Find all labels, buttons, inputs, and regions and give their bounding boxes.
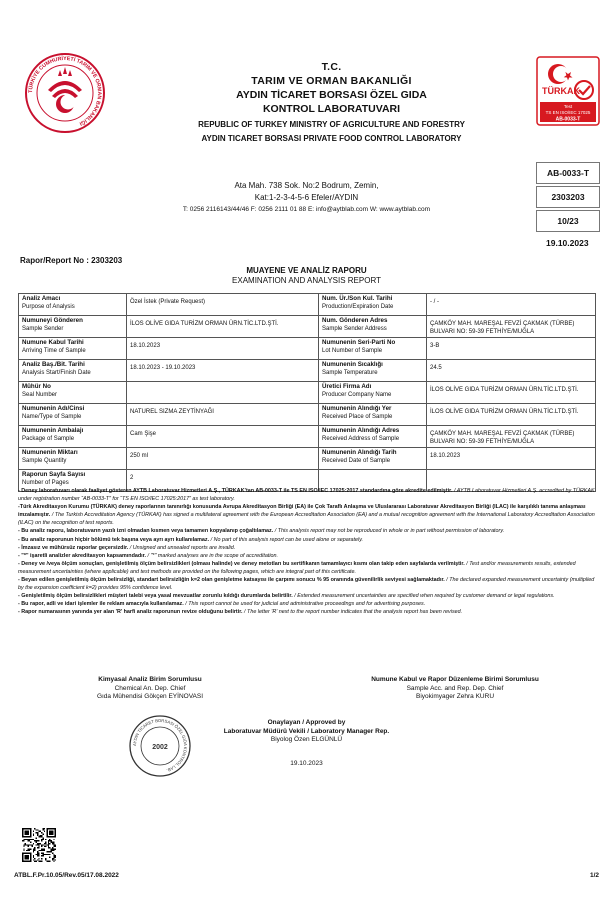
table-cell [19,316,127,338]
field-label: Numunenin Alındığı Tarih [322,449,397,456]
ministry-name-tr: TARIM VE ORMAN BAKANLIĞI [251,75,412,87]
qr-code [22,828,56,862]
approval-block [180,719,433,745]
note-item [18,487,595,503]
table-cell [319,316,427,338]
signature-right [330,676,580,702]
table-row [19,404,596,426]
field-label: Num. Ür./Son Kul. Tarihi [322,295,393,302]
turkak-text: TÜRKAK [542,86,580,96]
table-cell [427,382,596,404]
field-label-en: Sample Temperature [322,370,378,376]
approval-date: 19.10.2023 [290,760,323,767]
approved-name: Biyolog Özen ELGÜNLÜ [270,736,343,743]
stamp-ring-text: AYDIN TİCARET BORSASI ÖZEL GIDA KONTROL LAB. [131,717,189,774]
field-value: ÇAMKÖY MAH. MAREŞAL FEVZİ ÇAKMAK (TÜRBE) BULVARI NO: 59-39 FETHİYE/MUĞLA [430,321,575,335]
note-text-tr: - Deney ve /veya ölçüm sonuçları, genişletilmiş ölçüm belirsizlikleri (olması halinde) ve deney metotları bu sertifikanın tamamlayıcı kısmı olan takip eden sayfalarda verilmiştir. [18,560,465,567]
field-label: Numunenin Alındığı Yer [322,405,392,412]
field-label: Mühür No [22,383,51,390]
field-label: Numunenin Ambalajı [22,427,84,434]
field-value: 250 ml [130,453,149,459]
field-label-en: Sample Sender Address [322,326,387,332]
sig-right-title: Numune Kabul ve Rapor Düzenleme Birimi Sorumlusu [371,676,539,683]
note-text-en: / "*" marked analyses are in the scope of accreditation. [145,552,279,559]
field-value: Özel İstek (Private Request) [130,299,206,305]
field-label: Numunenin Alındığı Adres [322,427,400,434]
address-line-2: Kat:1-2-3-4-5-6 Efeler/AYDIN [254,193,359,202]
table-cell [319,426,427,448]
field-label-en: Arriving Time of Sample [22,348,86,354]
address-line-1: Ata Mah. 738 Sok. No:2 Bodrum, Zemin, [234,181,379,190]
field-label-en: Received Date of Sample [322,458,391,464]
table-cell [427,294,596,316]
table-row [19,316,596,338]
signature-left [40,676,260,702]
table-cell [19,360,127,382]
note-item [18,527,595,535]
note-text-en: / No part of this analysis report can be used alone or separately. [209,536,364,543]
note-text-en: / Test and/or measurements results, extended measurement uncertainties (where applicable) and test methods are provided on the following pages, which are integral part of this certificate. [18,560,576,575]
table-cell [127,316,319,338]
table-cell [319,448,427,470]
turkak-sub-2: TS EN ISO/IEC 17025 [545,110,591,115]
field-label-en: Package of Sample [22,436,75,442]
table-row [19,294,596,316]
turkak-code: AB-0033-T [555,116,581,123]
table-cell [127,404,319,426]
field-value: İLOS OLİVE GIDA TURİZM ORMAN ÜRN.TİC.LTD.ŞTİ. [430,387,579,393]
note-text-en: / This report cannot be used for judicial and administrative proceedings and for advertising purposes. [183,601,426,608]
field-value: İLOS OLİVE GIDA TURİZM ORMAN ÜRN.TİC.LTD.ŞTİ. [430,409,579,415]
field-label-en: Received Address of Sample [322,436,400,442]
note-item [18,560,595,576]
field-label: Üretici Firma Adı [322,383,372,390]
note-text-tr: - Beyan edilen genişletilmiş ölçüm belirsizliği, standart belirsizliğin k=2 olan genişletme katsayısı ile çarpımı sonucu % 95 oranında güvenilirlik seviyesi sağlamaktadır. [18,577,445,584]
form-code: ATBL.F.Pr.10.05/Rev.05/17.08.2022 [14,872,119,879]
table-cell [427,426,596,448]
table-cell [19,426,127,448]
note-text-en: / Unsigned and unsealed reports are invalid. [128,544,236,551]
field-label-en: Producer Company Name [322,392,392,398]
table-cell [427,316,596,338]
note-text-tr: - Bu analiz raporu, laboratuvarın yazılı izni olmadan kısmen veya tamamen kopyalanıp çoğaltılamaz. [18,528,274,535]
table-cell [19,404,127,426]
org-header [110,60,553,144]
ministry-name-en: REPUBLIC OF TURKEY MINISTRY OF AGRICULTURE AND FORESTRY [198,120,465,129]
field-value: 18.10.2023 [430,453,461,459]
field-label: Raporun Sayfa Sayısı [22,471,86,478]
field-value: - / - [430,299,439,305]
note-text-tr: - "*" işaretli analizler akreditasyon kapsamındadır. [18,552,146,559]
notes-block [18,487,595,617]
note-item [18,600,595,608]
table-cell [19,382,127,404]
table-cell [127,338,319,360]
table-cell [127,294,319,316]
table-cell [319,294,427,316]
field-value: 18.10.2023 [130,343,161,349]
tc-label: T.C. [321,61,342,73]
sample-info-table [18,293,596,492]
field-value: NATUREL SIZMA ZEYTİNYAĞI [130,409,214,415]
field-label-en: Purpose of Analysis [22,304,75,310]
sig-right-name: Biyokimyager Zehra KURU [415,693,495,700]
report-title [0,266,613,286]
table-cell [127,382,319,404]
table-row [19,448,596,470]
note-text-tr: -Türk Akreditasyon Kurumu (TÜRKAK) deney raporlarının tanınırlığı konusunda Avrupa Akreditasyon Birliği (EA) ile Çok Taraflı Anlaşma ve Uluslararası Laboratuvar Akreditasyon Birliği (ILAC) ile karşılıklı tanıma anlaşması imzalamıştır. [18,504,586,519]
note-text-tr: - Rapor numarasının yanında yer alan 'R' harfi analiz raporunun revize olduğunu belirtir. [18,609,243,616]
accreditation-box: AB-0033-T [536,162,600,184]
field-label: Analiz Amacı [22,295,61,302]
field-value: Cam Şişe [130,431,157,437]
note-item [18,608,595,616]
page-ratio-box: 10/23 [536,210,600,232]
field-label-en: Name/Type of Sample [22,414,82,420]
sig-left-title: Kimyasal Analiz Birim Sorumlusu [98,676,202,683]
table-cell [319,360,427,382]
table-cell [127,360,319,382]
note-text-en: / The letter 'R' next to the report number indicates that the analysis report has been revised. [242,609,463,616]
issue-date: 19.10.2023 [546,238,589,248]
field-value: İLOS OLİVE GIDA TURİZM ORMAN ÜRN.TİC.LTD.ŞTİ. [130,321,279,327]
note-text-tr: - Deney laboratuvarı olarak faaliyet gösteren AYTB Laboratuvar Hizmetleri A.Ş., TÜRKAK’tan AB-0033-T ile TS EN ISO/IEC 17025:2017 standardına göre akredite edilmiştir. [18,488,453,494]
table-cell [19,294,127,316]
note-item [18,592,595,600]
sig-right-role: Sample Acc. and Rep. Dep. Chief [406,684,504,692]
field-value: 3-B [430,343,440,349]
note-item [18,536,595,544]
field-label: Numunenin Seri-Parti No [322,339,396,346]
note-text-tr: - İmzasız ve mühürsüz raporlar geçersizdir. [18,544,129,551]
table-cell [319,382,427,404]
note-text-tr: - Bu analiz raporunun hiçbir bölümü tek başına veya ayrı ayrı kullanılamaz. [18,536,210,543]
sig-left-role: Chemical An. Dep. Chief [114,684,186,692]
field-label: Numunenin Sıcaklığı [322,361,383,368]
report-title-en: EXAMINATION AND ANALYSIS REPORT [232,276,381,285]
address-block [140,180,473,204]
note-item [18,576,595,592]
field-label-en: Seal Number [22,392,58,398]
note-text-en: / This analysis report may not be reproduced in whole or in part without permission of laboratory. [273,528,505,535]
note-item [18,503,595,527]
field-value: 2 [130,475,134,481]
table-cell [19,338,127,360]
field-label: Numunenin Miktarı [22,449,78,456]
table-cell [427,404,596,426]
note-text-en: / AYTB Laboratuvar Hizmetleri A.Ş. accredited by TÜRKAK under registration number “AB-0033-T” for “TS EN ISO/IEC 17025:2017” as test laboratory. [18,488,595,503]
field-label-en: Lot Number of Sample [322,348,383,354]
note-text-tr: - Bu rapor, adli ve idari işlemler ile reklam amacıyla kullanılamaz. [18,601,184,608]
report-number: Rapor/Report No : 2303203 [20,256,123,265]
org-name-tr-2: KONTROL LABORATUVARI [262,103,401,115]
field-label: Num. Gönderen Adres [322,317,388,324]
table-cell [427,448,596,470]
table-cell [427,338,596,360]
table-cell [319,338,427,360]
field-label-en: Production/Expiration Date [322,304,394,310]
table-cell [127,448,319,470]
sig-left-name: Gıda Mühendisi Gökçen EYİNOVASI [96,693,204,700]
contact-block [60,204,553,216]
org-name-tr-1: AYDIN TİCARET BORSASI ÖZEL GIDA [236,89,427,101]
table-row [19,360,596,382]
report-title-tr: MUAYENE VE ANALİZ RAPORU [246,266,367,275]
note-text-en: / The declared expanded measurement uncertainty (multiplied by the expansion coefficient k=2) provides 95% confidence level. [18,577,595,592]
table-row [19,382,596,404]
table-row [19,338,596,360]
note-item [18,544,595,552]
table-cell [319,404,427,426]
org-name-en: AYDIN TICARET BORSASI PRIVATE FOOD CONTROL LABORATORY [201,134,462,143]
field-label-en: Sample Sender [22,326,64,332]
field-label: Numune Kabul Tarihi [22,339,84,346]
field-label-en: Received Place of Sample [322,414,393,420]
note-text-en: / The Turkish Accreditation Agency (TÜRKAK) has signed a multilateral agreement with the European Accreditation Association (EA) and a mutual recognition agreement with the International Laboratory Accreditation Association (ILAC) on the recognition of test reports. [18,512,595,527]
ministry-logo [24,52,106,134]
note-text-en: / Extended measurement uncertainties are specified when required by customer demand or legal regulations. [292,593,555,600]
table-cell [127,426,319,448]
field-label-en: Sample Quantity [22,458,67,464]
field-label-en: Analysis Start/Finish Date [22,370,91,376]
approved-role: Laboratuvar Müdürü Vekili / Laboratory Manager Rep. [223,727,390,735]
field-value: ÇAMKÖY MAH. MAREŞAL FEVZİ ÇAKMAK (TÜRBE) BULVARI NO: 59-39 FETHİYE/MUĞLA [430,431,575,445]
contact-line: T: 0256 2116143/44/46 F: 0256 2111 01 88 E: info@aytblab.com W: www.aytblab.com [182,206,431,213]
table-row [19,426,596,448]
page-number: 1/2 [589,872,599,879]
field-label: Numuneyi Gönderen [22,317,83,324]
logo-ring-text: TÜRKİYE CUMHURİYETİ TARIM VE ORMAN BAKANLIĞI [27,55,103,127]
table-cell [427,360,596,382]
note-text-tr: - Genişletilmiş ölçüm belirsizlikleri müşteri talebi veya yasal mevzuatlar zorunlu kıldığı durumlarda belirtilir. [18,593,293,600]
field-value: 18.10.2023 - 19.10.2023 [130,365,196,371]
turkak-sub-1: Test [563,104,573,109]
field-label: Analiz Baş./Bit. Tarihi [22,361,85,368]
field-label: Numunenin Adı/Cinsi [22,405,85,412]
table-cell [19,448,127,470]
approved-by: Onaylayan / Approved by [267,719,346,726]
field-label-en: Number of Pages [22,480,69,486]
note-item [18,552,595,560]
field-value: 24.5 [430,365,442,371]
stamp-year: 2002 [152,744,168,751]
report-no-box: 2303203 [536,186,600,208]
